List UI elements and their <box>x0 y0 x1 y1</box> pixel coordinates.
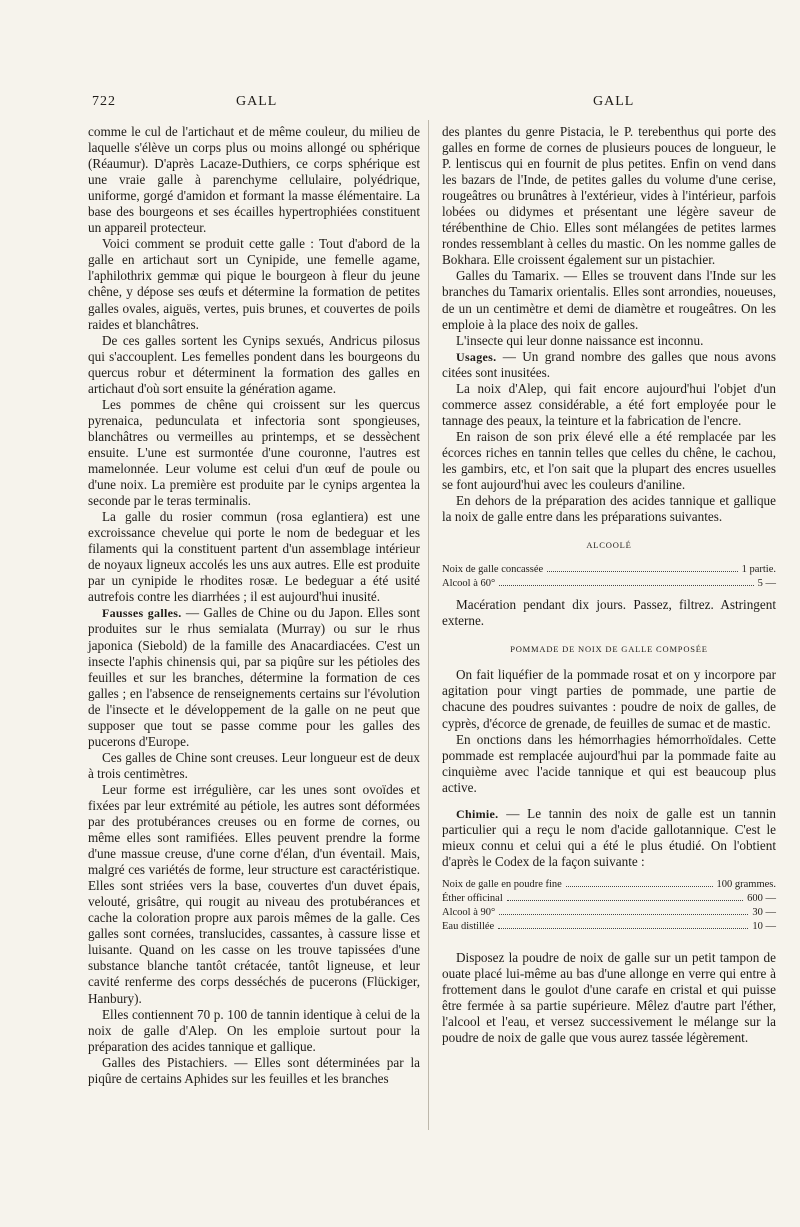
ingredient-quantity: 5 — <box>757 578 776 590</box>
paragraph: La galle du rosier commun (rosa eglantiera) est une excroissance chevelue qui porte le nom de bedeguar et les filaments qui la constituent partent d'un assemblage intérieur de noyaux ligneux accolés les uns aux autres. Elle est produite par un cynipide le rhodites rosæ. Le bedeguar a été usité autrefois contre les diarrhées ; il est aujourd'hui inusité. <box>88 509 420 605</box>
fausses-galles-text: — Galles de Chine ou du Japon. Elles sont produites sur le rhus semialata (Murray) ou sur le rhus japonica (Siebold) de la famille des Anacardiacées. C'est un insecte l'aphis chinensis qui, par sa piqûre sur les pétioles des feuilles et sur les branches, détermine la formation de ces galles ; en l'absence de renseignements certains sur l'évolution de l'insecte et le développement de la galle on ne peut que supposer que tout se passe comme pour les galles des pucerons d'Europe. <box>88 605 420 749</box>
ingredient-name: Alcool à 90° <box>442 906 496 918</box>
leader-dots <box>566 886 713 887</box>
leader-dots <box>499 585 753 586</box>
paragraph: En dehors de la préparation des acides tannique et gallique la noix de galle entre dans les préparations suivantes. <box>442 493 776 525</box>
alcoole-recipe <box>442 563 776 591</box>
ingredient-quantity: 600 — <box>747 892 776 904</box>
recipe-row <box>442 878 776 892</box>
leader-dots <box>507 900 743 901</box>
paragraph-chimie <box>442 806 776 870</box>
paragraph: Galles du Tamarix. — Elles se trouvent dans l'Inde sur les branches du Tamarix orientalis. Elles sont arrondies, noueuses, de un un centimètre et demi de diamètre et rougeâtres. On les emploie à la place des noix de galles. <box>442 268 776 332</box>
recipe-row <box>442 920 776 934</box>
ingredient-quantity: 100 grammes. <box>716 878 776 890</box>
paragraph: En raison de son prix élevé elle a été remplacée par les écorces riches en tannin telles que celles du chêne, le cachou, les gambirs, etc, et l'on sait que la plupart des encres usuelles se font aujourd'hui avec les couleurs d'aniline. <box>442 428 776 493</box>
ingredient-name: Éther officinal <box>442 892 503 904</box>
left-column <box>88 124 420 1087</box>
usages-heading: Usages. <box>456 349 497 364</box>
running-head-left: GALL <box>236 94 278 109</box>
ingredient-name: Eau distillée <box>442 920 495 932</box>
paragraph: En onctions dans les hémorrhagies hémorrhoïdales. Cette pommade est remplacée aujourd'hui par la pommade faite au cinquième avec l'acide tannique et qui est beaucoup plus active. <box>442 731 776 795</box>
pommade-title: POMMADE DE NOIX DE GALLE COMPOSÉE <box>510 644 708 655</box>
ingredient-quantity: 10 — <box>752 920 776 932</box>
spacer <box>442 796 776 806</box>
ingredient-quantity: 1 partie. <box>741 564 776 576</box>
ingredient-quantity: 30 — <box>752 906 776 918</box>
recipe-row <box>442 892 776 906</box>
paragraph: des plantes du genre Pistacia, le P. terebenthus qui porte des galles en forme de cornes de plusieurs pouces de longueur, le P. lentiscus qui en fournit de plus petites. Enfin on vend dans les bazars de l'Inde, de petites galles du volume d'une cerise, rougeâtres ou brunâtres à l'extérieur, vides à l'intérieur, parfois lobées ou didymes et présentant une légère saveur de térébenthine de Chio. Elles sont mélangées de petites larmes rondes ressemblant à celles du mastic. On les nomme galles de Bokhara. Elle croissent également sur un pistachier. <box>442 124 776 268</box>
paragraph: La noix d'Alep, qui fait encore aujourd'hui l'objet d'un commerce assez considérable, a été fort employée pour le tannage des peaux, la teinture et la fabrication de l'encre. <box>442 380 776 428</box>
paragraph: Ces galles de Chine sont creuses. Leur longueur est de deux à trois centimètres. <box>88 749 420 781</box>
chimie-text: — Le tannin des noix de galle est un tannin particulier qui a reçu le nom d'acide gallotannique. C'est le mieux connu et celui qui a été le plus étudié. On l'obtient d'après le Codex de la façon suivante : <box>442 805 776 869</box>
chimie-heading: Chimie. <box>456 806 499 821</box>
alcoole-title: ALCOOLÉ <box>586 540 632 551</box>
paragraph: Voici comment se produit cette galle : Tout d'abord de la galle en artichaut sort un Cynipide, une femelle agame, l'aphilothrix gemmæ qui pique le bourgeon à fleur du jeune chêne, y dépose ses œufs et détermine la formation de petites galles ovales, aiguës, vertes, puis brunes, et couvertes de poils raides et blanchâtres. <box>88 236 420 332</box>
paragraph: Elles contiennent 70 p. 100 de tannin identique à celui de la noix de galle d'Alep. On les emploie surtout pour la préparation des acides tannique et gallique. <box>88 1006 420 1054</box>
paragraph: On fait liquéfier de la pommade rosat et on y incorpore par agitation pour vingt parties de pommade, une partie de chacune des poudres suivantes : poudre de noix de galles, de cyprès, d'écorce de grenade, de feuilles de sumac et de mastic. <box>442 667 776 731</box>
paragraph: Disposez la poudre de noix de galle sur un petit tampon de ouate placé lui-même au bas d'une allonge en verre qui entre à frottement dans le goulot d'une carafe en cristal et qui puisse être fermée à sa partie supérieure. Mêlez d'autre part l'éther, l'alcool et l'eau, et versez successivement le mélange sur la poudre de noix de galle que vous aurez tassée légèrement. <box>442 949 776 1046</box>
paragraph: De ces galles sortent les Cynips sexués, Andricus pilosus qui s'accouplent. Les femelles pondent dans les bourgeons du quercus robur et déterminent la formation des galles en artichaut d'où sort ensuite la génération agame. <box>88 332 420 396</box>
usages-text: — Un grand nombre des galles que nous avons citées sont inusitées. <box>442 348 776 380</box>
page-number: 722 <box>92 94 116 109</box>
paragraph: L'insecte qui leur donne naissance est inconnu. <box>456 332 704 348</box>
paragraph-usages <box>442 349 776 381</box>
recipe-row <box>442 563 776 577</box>
chimie-recipe <box>442 878 776 934</box>
right-column <box>442 124 776 1046</box>
column-divider <box>428 120 429 1130</box>
paragraph: Galles des Pistachiers. — Elles sont déterminées par la piqûre de certains Aphides sur les feuilles et les branches <box>88 1054 420 1086</box>
running-head-right: GALL <box>593 94 635 109</box>
leader-dots <box>499 914 748 915</box>
leader-dots <box>547 571 737 572</box>
recipe-row <box>442 577 776 591</box>
paragraph: Leur forme est irrégulière, car les unes sont ovoïdes et fixées par leur extrémité au pétiole, les autres sont déformées par des protubérances creuses ou en forme de cornes, ou même elles sont ramifiées. Elles peuvent prendre la forme d'une massue creuse, d'une corne d'élan, d'un éventail. Mais, malgré ces variétés de forme, leur structure est caractéristique. Elles sont striées vers la base, couvertes d'un duvet épais, velouté, grisâtre, qui rougit au niveau des protubérances et cache la coloration propre aux parois mêmes de la galle. Ces galles sont cornées, translucides, cassantes, à cassure lisse et luisante. Quand on les casse on les trouve tapissées d'une substance blanche tantôt crétacée, tantôt ligneuse, et leur cavité renferme des corps desséchés de pucerons (Flückiger, Hanbury). <box>88 781 420 1006</box>
ingredient-name: Alcool à 60° <box>442 578 496 590</box>
spacer <box>442 940 776 950</box>
recipe-row <box>442 906 776 920</box>
ingredient-name: Noix de galle concassée <box>442 564 544 576</box>
fausses-galles-heading: Fausses galles. <box>102 606 182 621</box>
paragraph: Les pommes de chêne qui croissent sur les quercus pyrenaica, pedunculata et infectoria sont spongieuses, blanchâtres ou vermeilles au printemps, et se dessèchent ensuite. L'une est surmontée d'une couronne, l'autres est mamelonnée. Leur volume est celui d'un œuf de poule ou d'une noix. La première est produite par le cynips argentea la seconde par le teras terminalis. <box>88 396 420 509</box>
paragraph: comme le cul de l'artichaut et de même couleur, du milieu de laquelle s'élève un corps plus ou moins allongé ou sphérique (Réaumur). D'après Lacaze-Duthiers, ce corps sphérique est une vraie galle à parenchyme cellulaire, polyédrique, uniforme, gorgé d'amidon et formant la masse élémentaire. La base des bourgeons et ses écailles hypertrophiées constituent un appareil protecteur. <box>88 124 420 236</box>
leader-dots <box>498 928 748 929</box>
ingredient-name: Noix de galle en poudre fine <box>442 878 562 890</box>
paragraph-fausses-galles <box>88 605 420 749</box>
paragraph: Macération pendant dix jours. Passez, filtrez. Astringent externe. <box>442 597 776 629</box>
